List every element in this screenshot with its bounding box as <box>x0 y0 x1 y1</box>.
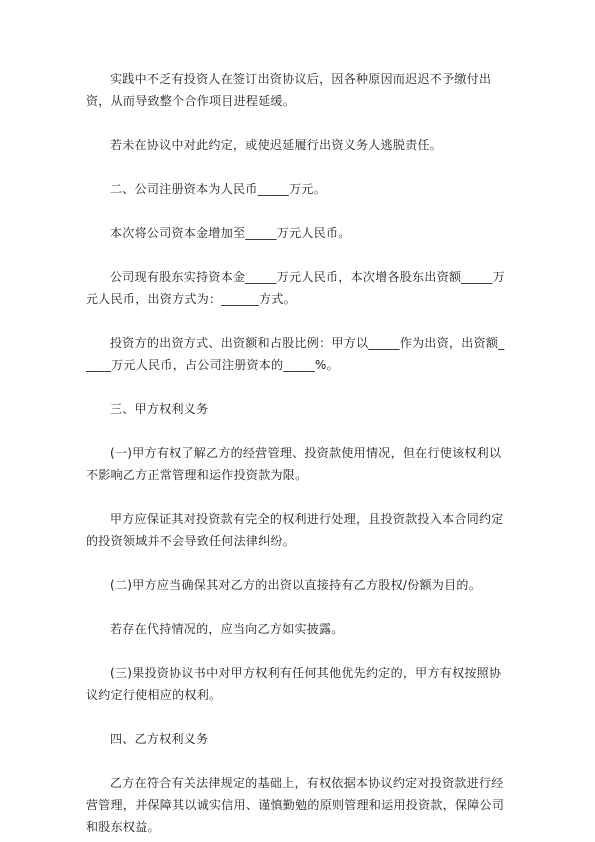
paragraph-liability: 若未在协议中对此约定，或使迟延履行出资义务人逃脱责任。 <box>110 138 443 152</box>
paragraph-capital-increase: 本次将公司资本金增加至_____万元人民币。 <box>110 226 351 240</box>
section-heading-party-a: 三、甲方权利义务 <box>110 402 209 416</box>
paragraph-party-b-rights: 乙方在符合有关法律规定的基础上，有权依据本协议约定对投资款进行经营管理，并保障其以诚实信用、谨慎勤勉的原则管理和运用投资款，保障公司和股东权益。 <box>86 776 505 834</box>
paragraph-party-a-right-1: (一)甲方有权了解乙方的经营管理、投资款使用情况，但在行使该权利以不影响乙方正常管理和运作投资款为限。 <box>86 446 502 482</box>
paragraph-delay-practice: 实践中不乏有投资人在签订出资协议后，因各种原因而迟迟不予缴付出资，从而导致整个合作项目进程延缓。 <box>86 72 492 108</box>
paragraph-shareholder-capital: 公司现有股东实持资本金_____万元人民币，本次增各股东出资额_____万元人民币，出资方式为：______方式。 <box>86 270 506 306</box>
paragraph-party-a-right-3: (三)果投资协议书中对甲方权利有任何其他优先约定的，甲方有权按照协议约定行使相应的权利。 <box>86 666 502 702</box>
paragraph-party-a-right-2: (二)甲方应当确保其对乙方的出资以直接持有乙方股权/份额为目的。 <box>110 578 482 592</box>
paragraph-investment-method: 投资方的出资方式、出资额和占股比例：甲方以_____作为出资，出资额_____万元人民币，占公司注册资本的_____%。 <box>86 336 505 372</box>
paragraph-party-a-guarantee: 甲方应保证其对投资款有完全的权利进行处理，且投资款投入本合同约定的投资领域并不会导致任何法律纠纷。 <box>86 512 504 548</box>
paragraph-disclosure: 若存在代持情况的，应当向乙方如实披露。 <box>110 622 344 636</box>
section-heading-registered-capital: 二、公司注册资本为人民币_____万元。 <box>110 182 327 196</box>
section-heading-party-b: 四、乙方权利义务 <box>110 732 209 746</box>
